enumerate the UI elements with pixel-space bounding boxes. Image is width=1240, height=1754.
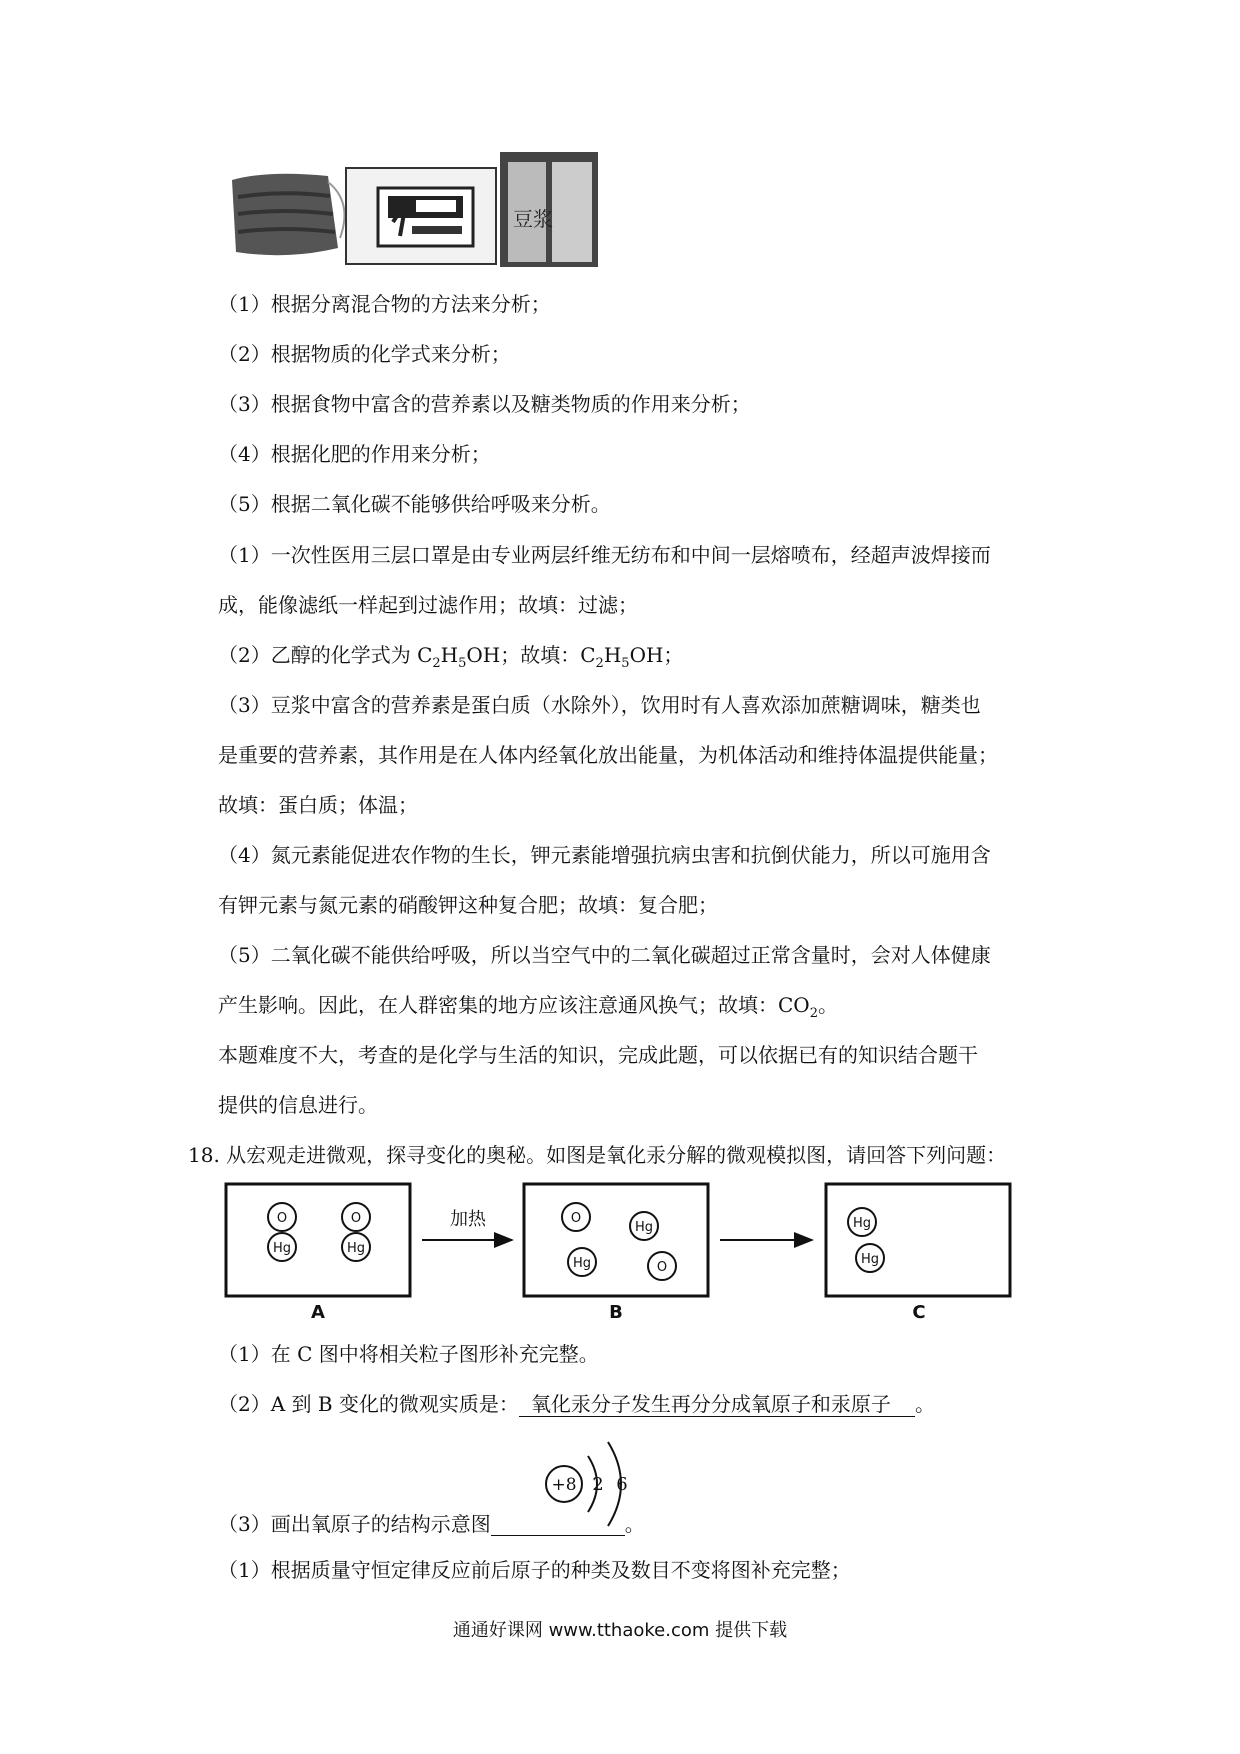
answer-4-line-1: （4）氮元素能促进农作物的生长，钾元素能增强抗病虫害和抗倒伏能力，所以可施用含 bbox=[218, 843, 991, 867]
svg-text:O: O bbox=[656, 1260, 668, 1275]
soymilk-image bbox=[500, 152, 598, 267]
svg-text:Hg: Hg bbox=[634, 1220, 654, 1235]
answer-3-line-1: （3）豆浆中富含的营养素是蛋白质（水除外），饮用时有人喜欢添加蔗糖调味，糖类也 bbox=[218, 693, 981, 717]
svg-text:O: O bbox=[350, 1211, 362, 1226]
answer-1-line-1: （1）一次性医用三层口罩是由专业两层纤维无纺布和中间一层熔喷布，经超声波焊接而 bbox=[218, 543, 991, 567]
mask-image bbox=[232, 174, 344, 255]
panel-c bbox=[826, 1184, 1010, 1296]
answer-2: （2）乙醇的化学式为 $C_2H_5OH$；故填：$C_2H_5OH$； bbox=[218, 643, 684, 671]
soymilk-label: 豆浆 bbox=[513, 207, 553, 231]
label-b: B bbox=[609, 1302, 623, 1320]
mercury-oxide-diagram bbox=[222, 1180, 1037, 1320]
svg-text:Hg: Hg bbox=[852, 1216, 872, 1231]
analysis-line-2: （2）根据物质的化学式来分析； bbox=[218, 342, 511, 366]
label-a: A bbox=[311, 1302, 325, 1320]
answer-5-line-2: 产生影响。因此，在人群密集的地方应该注意通风换气；故填：$CO_2$。 bbox=[218, 993, 838, 1021]
q18-solution-1: （1）根据质量守恒定律反应前后原子的种类及数目不变将图补充完整； bbox=[218, 1558, 851, 1582]
answer-3-line-2: 是重要的营养素，其作用是在人体内经氧化放出能量，为机体活动和维持体温提供能量； bbox=[218, 743, 998, 767]
svg-text:O: O bbox=[276, 1211, 288, 1226]
q18-part-2: （2）A 到 B 变化的微观实质是： 氧化汞分子发生再分分成氧原子和汞原子 。 bbox=[218, 1392, 935, 1416]
svg-text:Hg: Hg bbox=[272, 1241, 292, 1256]
svg-text:Hg: Hg bbox=[860, 1252, 880, 1267]
analysis-line-1: （1）根据分离混合物的方法来分析； bbox=[218, 292, 551, 316]
analysis-line-4: （4）根据化肥的作用来分析； bbox=[218, 442, 491, 466]
page-footer: 通通好课网 www.tthaoke.com 提供下载 bbox=[452, 1620, 788, 1641]
analysis-line-3: （3）根据食物中富含的营养素以及糖类物质的作用来分析； bbox=[218, 392, 751, 416]
q18-part-2-answer: 氧化汞分子发生再分分成氧原子和汞原子 bbox=[519, 1392, 915, 1417]
q18-part-1: （1）在 C 图中将相关粒子图形补充完整。 bbox=[218, 1342, 599, 1366]
answer-5-line-1: （5）二氧化碳不能供给呼吸，所以当空气中的二氧化碳超过正常含量时，会对人体健康 bbox=[218, 943, 991, 967]
panel-b bbox=[524, 1184, 708, 1296]
svg-text:Hg: Hg bbox=[346, 1241, 366, 1256]
answer-1-line-2: 成，能像滤纸一样起到过滤作用；故填：过滤； bbox=[218, 593, 638, 617]
comment-line-1: 本题难度不大，考查的是化学与生活的知识，完成此题，可以依据已有的知识结合题干 bbox=[218, 1043, 978, 1067]
q18-part-3: （3）画出氧原子的结构示意图 。 bbox=[218, 1512, 645, 1536]
panel-a bbox=[226, 1184, 410, 1296]
answer-3-line-3: 故填：蛋白质；体温； bbox=[218, 793, 418, 817]
svg-text:O: O bbox=[570, 1211, 582, 1226]
svg-text:6: 6 bbox=[616, 1474, 628, 1495]
q18-part-3-blank bbox=[491, 1513, 625, 1536]
sanitizer-package-image bbox=[346, 168, 496, 264]
label-c: C bbox=[912, 1302, 926, 1320]
arrow-heat-label: 加热 bbox=[450, 1209, 486, 1230]
svg-text:2: 2 bbox=[592, 1474, 604, 1495]
svg-text:+8: +8 bbox=[551, 1475, 577, 1495]
svg-text:Hg: Hg bbox=[572, 1256, 592, 1271]
answer-4-line-2: 有钾元素与氮元素的硝酸钾这种复合肥；故填：复合肥； bbox=[218, 893, 718, 917]
analysis-line-5: （5）根据二氧化碳不能够供给呼吸来分析。 bbox=[218, 492, 611, 516]
comment-line-2: 提供的信息进行。 bbox=[218, 1093, 378, 1117]
top-images bbox=[228, 152, 608, 270]
question-18-stem: 18. 从宏观走进微观，探寻变化的奥秘。如图是氧化汞分解的微观模拟图，请回答下列问题： bbox=[188, 1143, 1007, 1167]
